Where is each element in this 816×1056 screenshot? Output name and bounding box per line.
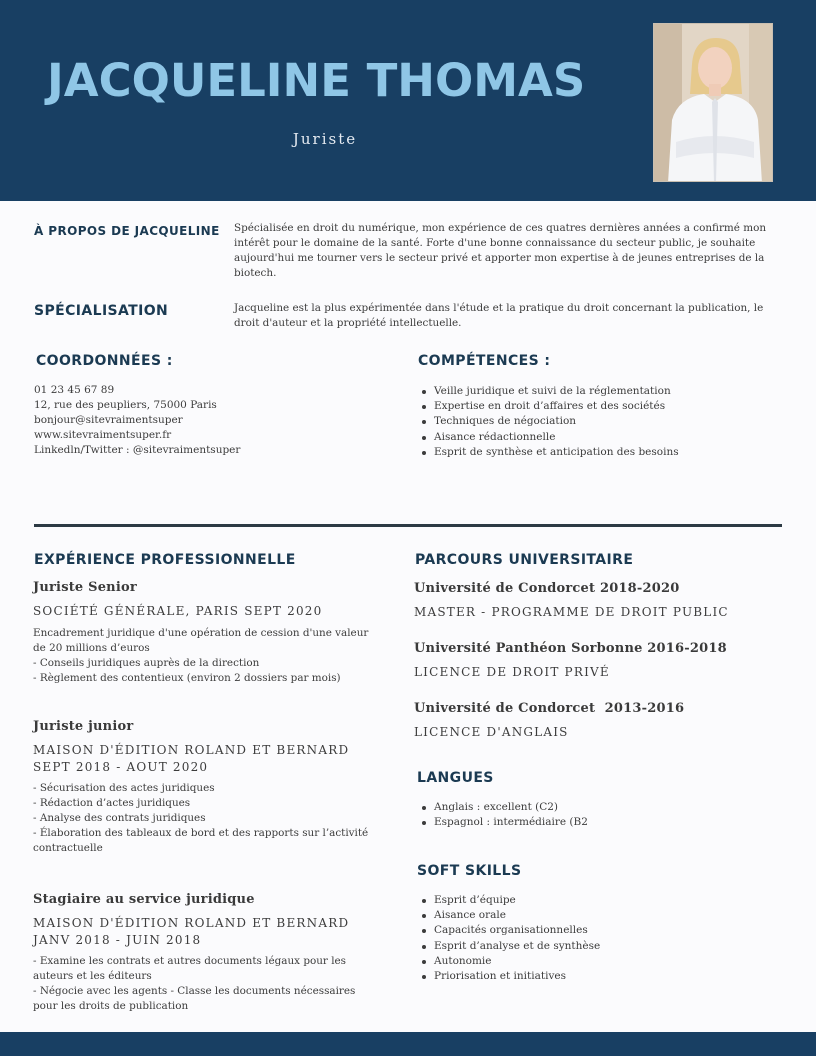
list-item: Capacités organisationnelles [418,923,600,938]
list-item: Expertise en droit d’affaires et des sociétés [418,399,679,414]
list-item: Veille juridique et suivi de la réglementation [418,384,679,399]
candidate-job-title: Juriste [292,130,358,148]
education-school: Université de Condorcet 2013-2016 [414,701,685,716]
job-line: - Élaboration des tableaux de bord et des rapports sur l’activité contractuelle [33,827,369,854]
footer-bar [0,1032,816,1056]
education-heading: PARCOURS UNIVERSITAIRE [415,552,634,568]
specialisation-heading: SPÉCIALISATION [34,303,169,319]
job-line: - Rédaction d’actes juridiques [33,797,191,809]
job-line: - Conseils juridiques auprès de la direction [33,657,260,669]
list-item: Autonomie [418,954,600,969]
list-item: Esprit d’équipe [418,893,600,908]
job-title: Stagiaire au service juridique [33,892,255,907]
portrait-photo-drawing [654,24,773,182]
contact-phone: 01 23 45 67 89 [34,384,115,396]
job-line: - Analyse des contrats juridiques [33,812,206,824]
contact-address: 12, rue des peupliers, 75000 Paris [34,399,217,411]
list-item: Anglais : excellent (C2) [418,800,588,815]
list-item: Priorisation et initiatives [418,969,600,984]
job-title: Juriste junior [33,719,134,734]
soft-skills-heading: SOFT SKILLS [417,863,522,879]
contact-heading: COORDONNÉES : [36,353,173,369]
job-line: - Sécurisation des actes juridiques [33,782,215,794]
contact-email: bonjour@sitevraimentsuper [34,414,183,426]
list-item: Techniques de négociation [418,414,679,429]
education-school: Université Panthéon Sorbonne 2016-2018 [414,641,727,656]
skills-heading: COMPÉTENCES : [418,353,551,369]
list-item: Esprit d’analyse et de synthèse [418,939,600,954]
candidate-name: JACQUELINE THOMAS [47,54,586,107]
contact-list [34,383,364,458]
soft-skills-list [418,893,600,984]
experience-heading: EXPÉRIENCE PROFESSIONNELLE [34,552,296,568]
job-description [33,781,383,856]
languages-heading: LANGUES [417,770,494,786]
job-line: - Règlement des contentieux (environ 2 dossiers par mois) [33,672,341,684]
list-item: Aisance rédactionnelle [418,430,679,445]
languages-list [418,800,588,830]
about-text: Spécialisée en droit du numérique, mon expérience de ces quatres dernières années a confirmé mon intérêt pour le domaine de la santé. Forte d'une bonne connaissance du secteur public, je souhaite aujourd'hui me tourner vers le secteur privé et apporter mon expertise à de jeunes entreprises de la biotech. [234,222,767,279]
header-banner [0,0,816,201]
list-item: Aisance orale [418,908,600,923]
contact-social: Linkedln/Twitter : @sitevraimentsuper [34,444,241,456]
job-title: Juriste Senior [33,580,137,595]
job-line: Encadrement juridique d'une opération de cession d'une valeur de 20 millions d’euros [33,627,369,654]
about-heading: À PROPOS DE JACQUELINE [34,224,220,238]
specialisation-text: Jacqueline est la plus expérimentée dans l'étude et la pratique du droit concernant la publication, le droit d'auteur et la propriété intellectuelle. [234,302,764,329]
section-divider [34,524,782,527]
contact-website: www.sitevraimentsuper.fr [34,429,172,441]
education-degree: MASTER - PROGRAMME DE DROIT PUBLIC [414,605,729,619]
job-company: MAISON D'ÉDITION ROLAND ET BERNARD SEPT 2018 - AOUT 2020 [33,743,350,774]
job-company: MAISON D'ÉDITION ROLAND ET BERNARD JANV 2018 - JUIN 2018 [33,916,350,947]
education-degree: LICENCE D'ANGLAIS [414,725,569,739]
job-description [33,954,383,1014]
job-line: - Examine les contrats et autres documents légaux pour les auteurs et les éditeurs [33,955,347,982]
education-degree: LICENCE DE DROIT PRIVÉ [414,665,610,679]
list-item: Espagnol : intermédiaire (B2 [418,815,588,830]
education-school: Université de Condorcet 2018-2020 [414,581,680,596]
job-line: - Négocie avec les agents - Classe les documents nécessaires pour les droits de publication [33,985,356,1012]
portrait-photo [653,23,773,182]
list-item: Esprit de synthèse et anticipation des besoins [418,445,679,460]
skills-list [418,384,679,460]
job-company: SOCIÉTÉ GÉNÉRALE, PARIS SEPT 2020 [33,604,323,618]
job-description [33,626,383,686]
